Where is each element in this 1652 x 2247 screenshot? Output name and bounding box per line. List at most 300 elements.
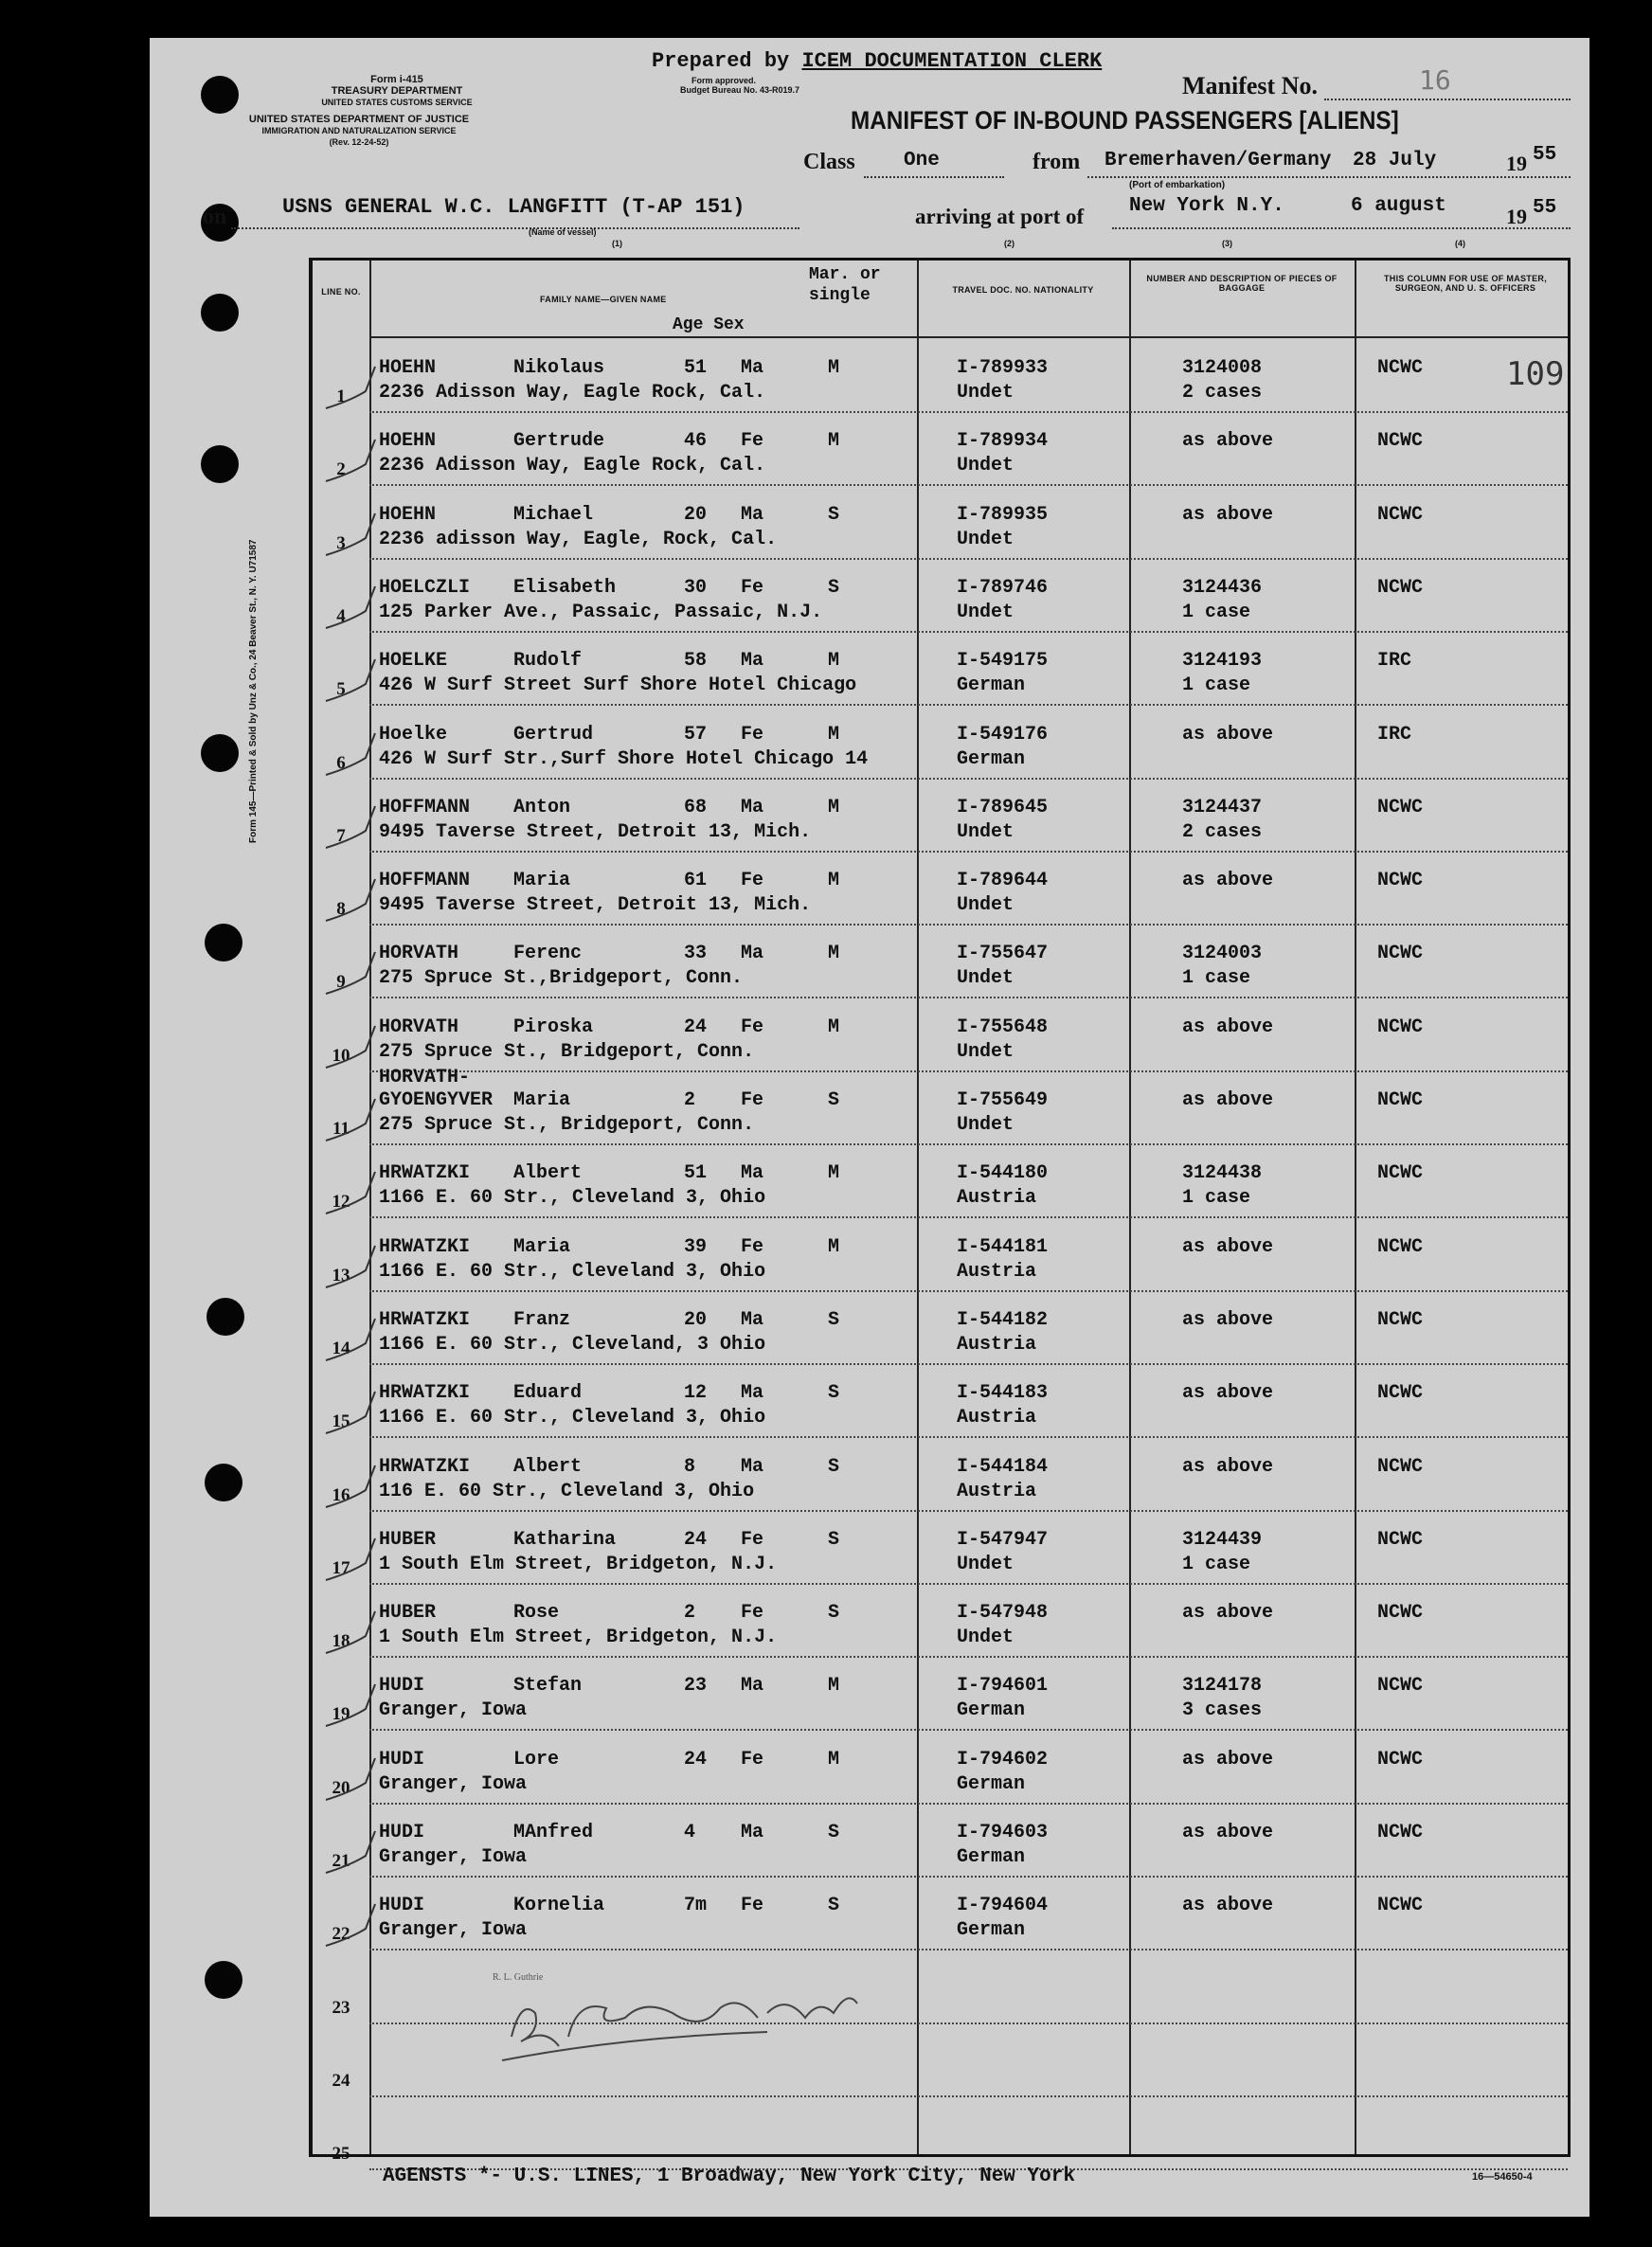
given-name: Albert (513, 1162, 583, 1185)
punch-hole (201, 445, 239, 483)
address: 1166 E. 60 Str., Cleveland 3, Ohio (379, 1407, 766, 1429)
nationality: Undet (957, 1114, 1015, 1136)
line-number: 1 (336, 386, 346, 406)
nationality: Undet (957, 1627, 1015, 1649)
given-name: Gertrude (513, 430, 605, 453)
family-name: HUBER (379, 1602, 437, 1625)
baggage-number: as above (1182, 723, 1274, 746)
marital-status: M (828, 943, 840, 965)
officer-use: IRC (1377, 723, 1412, 746)
check-mark (322, 1896, 398, 1953)
family-name: HOFFMANN (379, 870, 471, 892)
age: 2 (684, 1602, 696, 1625)
officer-use: NCWC (1377, 503, 1424, 526)
family-name: GYOENGYVER (379, 1089, 494, 1111)
class-label: Class (803, 150, 855, 174)
family-name: HRWATZKI (379, 1382, 471, 1405)
arrival-port: New York N.Y. (1129, 195, 1284, 217)
family-name: HRWATZKI (379, 1235, 471, 1258)
travel-doc-no: I-794603 (957, 1822, 1049, 1843)
baggage-number: as above (1182, 1895, 1274, 1917)
baggage-number: 3124193 (1182, 650, 1263, 673)
given-name: Stefan (513, 1675, 583, 1698)
nationality: Undet (957, 1553, 1015, 1575)
justice-dept: UNITED STATES DEPARTMENT OF JUSTICE (248, 114, 470, 125)
given-name: Rose (513, 1602, 560, 1625)
table-row (313, 780, 1568, 853)
port-note: (Port of embarkation) (1129, 180, 1226, 190)
given-name: Rudolf (513, 650, 583, 673)
line-number: 16 (332, 1484, 350, 1505)
age: 30 (684, 576, 708, 599)
baggage-number: as above (1182, 1382, 1274, 1405)
preparer-line (652, 49, 1102, 73)
col-header-travel: TRAVEL DOC. NO. NATIONALITY (952, 285, 1094, 295)
given-name: Albert (513, 1455, 583, 1478)
address: Granger, Iowa (379, 1772, 528, 1795)
table-row (313, 2097, 1568, 2170)
travel-doc-no: I-789933 (957, 357, 1049, 379)
address: 9495 Taverse Street, Detroit 13, Mich. (379, 820, 812, 843)
travel-doc-no: I-789746 (957, 576, 1049, 599)
family-name: HUDI (379, 1895, 425, 1917)
line-number: 7 (336, 825, 346, 846)
sex: Ma (741, 1675, 764, 1698)
approval-block (680, 76, 799, 95)
line-number: 21 (332, 1851, 350, 1871)
given-name: Elisabeth (513, 576, 617, 599)
given-name: Nikolaus (513, 357, 605, 379)
given-name: Anton (513, 796, 571, 818)
table-row (313, 340, 1568, 413)
officer-use: NCWC (1377, 1089, 1424, 1111)
line-number: 5 (336, 679, 346, 700)
depart-date: 28 July (1353, 150, 1437, 171)
given-name: Maria (513, 1089, 571, 1111)
line-number: 2 (336, 459, 346, 480)
col-num-4: (4) (1455, 239, 1465, 248)
age: 51 (684, 1162, 708, 1185)
given-name: Eduard (513, 1382, 583, 1405)
table-row (313, 1658, 1568, 1731)
nationality: German (957, 1699, 1026, 1722)
nationality: Austria (957, 1407, 1037, 1429)
sex: Fe (741, 1235, 764, 1258)
age: 12 (684, 1382, 708, 1405)
baggage-description: 2 cases (1182, 382, 1263, 404)
age: 33 (684, 943, 708, 965)
address: 1 South Elm Street, Bridgeton, N.J. (379, 1553, 778, 1575)
col-header-line: LINE NO. (321, 287, 361, 297)
check-mark (322, 506, 398, 563)
table-row (313, 999, 1568, 1072)
punch-hole (205, 1961, 242, 1999)
line-number: 24 (332, 2070, 350, 2091)
col-header-baggage: NUMBER AND DESCRIPTION OF PIECES OF BAGGAGE (1146, 274, 1338, 293)
printer-side-text: Form 145—Printed & Sold by Unz & Co., 24 Beaver St., N. Y. U71587 (248, 539, 259, 843)
baggage-description: 1 case (1182, 601, 1251, 623)
line-number: 20 (332, 1777, 350, 1798)
check-mark (322, 1604, 398, 1661)
sex: Fe (741, 576, 764, 599)
sex: Ma (741, 650, 764, 673)
check-mark (322, 799, 398, 855)
given-name: Kornelia (513, 1895, 605, 1917)
punch-hole (201, 294, 239, 332)
officer-use: NCWC (1377, 576, 1424, 599)
family-name: HUDI (379, 1675, 425, 1698)
travel-doc-no: I-544181 (957, 1235, 1049, 1258)
age: 61 (684, 870, 708, 892)
officer-use: NCWC (1377, 1822, 1424, 1843)
marital-status: S (828, 503, 840, 526)
nationality: Undet (957, 1040, 1015, 1063)
arrival-year-prefix: 19 (1506, 205, 1527, 228)
sex: Fe (741, 1895, 764, 1917)
marital-status: M (828, 796, 840, 818)
address: Granger, Iowa (379, 1846, 528, 1868)
travel-doc-no: I-789644 (957, 870, 1049, 892)
age: 51 (684, 357, 708, 379)
travel-doc-no: I-549176 (957, 723, 1049, 746)
sex: Fe (741, 430, 764, 453)
address: 116 E. 60 Str., Cleveland 3, Ohio (379, 1480, 755, 1502)
given-name: MAnfred (513, 1822, 594, 1843)
check-mark (322, 1677, 398, 1734)
address: 125 Parker Ave., Passaic, Passaic, N.J. (379, 601, 823, 623)
table-row (313, 1145, 1568, 1218)
preparer-value: ICEM DOCUMENTATION CLERK (801, 49, 1103, 73)
col-header-officers: THIS COLUMN FOR USE OF MASTER, SURGEON, AND U. S. OFFICERS (1384, 274, 1547, 293)
baggage-number: 3124008 (1182, 357, 1263, 379)
line-number: 18 (332, 1631, 350, 1652)
officer-use: NCWC (1377, 430, 1424, 453)
table-row (313, 413, 1568, 486)
line-number: 14 (332, 1338, 350, 1358)
footer-code: 16—54650-4 (1472, 2171, 1533, 2183)
line-number: 6 (336, 752, 346, 773)
sex: Fe (741, 1748, 764, 1771)
nationality: Austria (957, 1480, 1037, 1502)
punch-hole (201, 734, 239, 772)
baggage-number: as above (1182, 1308, 1274, 1331)
officer-use: NCWC (1377, 1528, 1424, 1551)
customs-service: UNITED STATES CUSTOMS SERVICE (321, 98, 473, 107)
officer-use: NCWC (1377, 1748, 1424, 1771)
family-name: HOEHN (379, 357, 437, 379)
age: 57 (684, 723, 708, 746)
travel-doc-no: I-549175 (957, 650, 1049, 673)
nationality: Austria (957, 1260, 1037, 1283)
family-name: Hoelke (379, 723, 448, 746)
family-name: HRWATZKI (379, 1308, 471, 1331)
punch-hole (205, 924, 242, 962)
travel-doc-no: I-789645 (957, 796, 1049, 818)
officer-use: NCWC (1377, 943, 1424, 965)
line-number: 17 (332, 1557, 350, 1578)
address: 275 Spruce St.,Bridgeport, Conn. (379, 967, 744, 990)
form-header (203, 74, 515, 148)
form-approved: Form approved. (691, 76, 757, 85)
ins-service: IMMIGRATION AND NATURALIZATION SERVICE (261, 126, 457, 135)
given-name: Michael (513, 503, 594, 526)
officer-use: NCWC (1377, 1382, 1424, 1405)
baggage-number: 3124003 (1182, 943, 1263, 965)
form-number: Form i-415 (370, 74, 423, 85)
nationality: Undet (957, 455, 1015, 477)
table-row (313, 1439, 1568, 1512)
address: 2236 Adisson Way, Eagle Rock, Cal. (379, 455, 766, 477)
officer-use: NCWC (1377, 1235, 1424, 1258)
manifest-title: MANIFEST OF IN-BOUND PASSENGERS [ALIENS] (851, 106, 1399, 135)
address: 1 South Elm Street, Bridgeton, N.J. (379, 1627, 778, 1649)
on-label: on (203, 205, 227, 229)
age: 7m (684, 1895, 708, 1917)
family-name: HUBER (379, 1528, 437, 1551)
check-mark (322, 872, 398, 928)
check-mark (322, 579, 398, 636)
sex: Ma (741, 1308, 764, 1331)
nationality: Undet (957, 528, 1015, 550)
officer-use: NCWC (1377, 1308, 1424, 1331)
sex: Fe (741, 1089, 764, 1111)
line-number: 12 (332, 1192, 350, 1213)
marital-status: M (828, 650, 840, 673)
nationality: Undet (957, 967, 1015, 990)
class-line (803, 144, 1571, 182)
sex: Fe (741, 723, 764, 746)
marital-status: M (828, 1016, 840, 1038)
age: 39 (684, 1235, 708, 1258)
depart-year-prefix: 19 (1506, 152, 1527, 175)
marital-status: M (828, 1162, 840, 1185)
address: Granger, Iowa (379, 1699, 528, 1722)
family-name: HRWATZKI (379, 1455, 471, 1478)
sex: Fe (741, 1602, 764, 1625)
line-number: 10 (332, 1045, 350, 1066)
table-row (313, 1219, 1568, 1292)
nationality: Austria (957, 1187, 1037, 1210)
travel-doc-no: I-547947 (957, 1528, 1049, 1551)
nationality: Undet (957, 382, 1015, 404)
officer-use: NCWC (1377, 357, 1424, 379)
officer-use: NCWC (1377, 1016, 1424, 1038)
arrival-date: 6 august (1351, 195, 1446, 217)
address: 9495 Taverse Street, Detroit 13, Mich. (379, 894, 812, 917)
line-number: 11 (332, 1119, 350, 1139)
check-mark (322, 944, 398, 1001)
baggage-number: 3124437 (1182, 796, 1263, 818)
officer-use: NCWC (1377, 870, 1424, 892)
family-name: HUDI (379, 1822, 425, 1843)
officer-use: NCWC (1377, 1162, 1424, 1185)
travel-doc-no: I-544183 (957, 1382, 1049, 1405)
marital-status: M (828, 357, 840, 379)
treasury-dept: TREASURY DEPARTMENT (331, 85, 463, 97)
manifest-no-label: Manifest No. (1182, 72, 1318, 99)
line-number: 23 (332, 1997, 350, 2018)
marital-status: S (828, 1089, 840, 1111)
nationality: Undet (957, 894, 1015, 917)
baggage-number: as above (1182, 1089, 1274, 1111)
marital-status: S (828, 1895, 840, 1917)
address: 1166 E. 60 Str., Cleveland 3, Ohio (379, 1260, 766, 1283)
line-number: 9 (336, 972, 346, 993)
table-row (313, 1512, 1568, 1585)
line-number: 19 (332, 1704, 350, 1725)
address: 1166 E. 60 Str., Cleveland, 3 Ohio (379, 1333, 766, 1356)
age: 2 (684, 1089, 696, 1111)
marital-status: S (828, 1822, 840, 1843)
age: 24 (684, 1016, 708, 1038)
given-name: Katharina (513, 1528, 617, 1551)
address: Granger, Iowa (379, 1919, 528, 1942)
marital-status: S (828, 576, 840, 599)
check-mark (322, 1091, 398, 1148)
family-name: HORVATH (379, 943, 459, 965)
nationality: German (957, 1846, 1026, 1868)
travel-doc-no: I-794601 (957, 1675, 1049, 1698)
punch-hole (206, 1298, 244, 1336)
baggage-description: 1 case (1182, 1187, 1251, 1210)
baggage-number: as above (1182, 430, 1274, 453)
family-name: HOEHN (379, 430, 437, 453)
table-row (313, 1067, 1568, 1145)
vessel-note: (Name of vessel) (529, 227, 597, 237)
given-name: Maria (513, 870, 571, 892)
address: 426 W Surf Street Surf Shore Hotel Chicago (379, 674, 857, 697)
baggage-description: 1 case (1182, 967, 1251, 990)
marital-status: S (828, 1455, 840, 1478)
budget-bureau: Budget Bureau No. 43-R019.7 (680, 85, 800, 95)
line-number: 8 (336, 899, 346, 920)
check-mark (322, 359, 398, 416)
nationality: German (957, 1919, 1026, 1942)
table-row (313, 1805, 1568, 1878)
nationality: German (957, 747, 1026, 770)
given-name: Lore (513, 1748, 560, 1771)
baggage-number: as above (1182, 1235, 1274, 1258)
table-row (313, 1878, 1568, 1950)
marital-status: M (828, 430, 840, 453)
nationality: Undet (957, 601, 1015, 623)
signature-name: R. L. Guthrie (493, 1972, 544, 1983)
table-row (313, 1365, 1568, 1438)
baggage-number: as above (1182, 1602, 1274, 1625)
check-mark (322, 1311, 398, 1368)
family-name: HOFFMANN (379, 796, 471, 818)
baggage-description: 3 cases (1182, 1699, 1263, 1722)
baggage-number: 3124438 (1182, 1162, 1263, 1185)
check-mark (322, 1238, 398, 1295)
baggage-number: as above (1182, 1016, 1274, 1038)
officer-use: NCWC (1377, 1602, 1424, 1625)
baggage-number: 3124439 (1182, 1528, 1263, 1551)
age: 8 (684, 1455, 696, 1478)
passenger-table (309, 258, 1571, 2165)
col-header-age-sex: Age Sex (673, 315, 745, 334)
sex: Fe (741, 870, 764, 892)
family-name: HRWATZKI (379, 1162, 471, 1185)
baggage-description: 1 case (1182, 674, 1251, 697)
line-number: 25 (332, 2144, 350, 2165)
officer-use: NCWC (1377, 1895, 1424, 1917)
table-row (313, 487, 1568, 560)
manifest-page (150, 38, 1589, 2217)
travel-doc-no: I-544182 (957, 1308, 1049, 1331)
sex: Ma (741, 1822, 764, 1843)
travel-doc-no: I-755647 (957, 943, 1049, 965)
check-mark (322, 1751, 398, 1807)
baggage-number: as above (1182, 1822, 1274, 1843)
line-number: 22 (332, 1924, 350, 1945)
baggage-number: as above (1182, 503, 1274, 526)
age: 46 (684, 430, 708, 453)
address: 275 Spruce St., Bridgeport, Conn. (379, 1040, 755, 1063)
from-label: from (1032, 150, 1081, 174)
vessel-line (203, 195, 1571, 233)
baggage-number: as above (1182, 1455, 1274, 1478)
nationality: Austria (957, 1333, 1037, 1356)
sex: Ma (741, 1382, 764, 1405)
table-row (313, 926, 1568, 998)
arriving-label: arriving at port of (915, 205, 1085, 228)
check-mark (322, 726, 398, 782)
baggage-description: 1 case (1182, 1553, 1251, 1575)
marital-status: M (828, 1235, 840, 1258)
name-prefix: HORVATH- (379, 1067, 471, 1088)
check-mark (322, 1824, 398, 1880)
travel-doc-no: I-789934 (957, 430, 1049, 453)
sex: Ma (741, 357, 764, 379)
family-name: HOELCZLI (379, 576, 471, 599)
officer-use: NCWC (1377, 1455, 1424, 1478)
marital-status: S (828, 1308, 840, 1331)
table-row (313, 1732, 1568, 1805)
travel-doc-no: I-544180 (957, 1162, 1049, 1185)
punch-hole (205, 1464, 242, 1501)
check-mark (322, 1384, 398, 1441)
baggage-number: as above (1182, 1748, 1274, 1771)
marital-status: M (828, 1748, 840, 1771)
line-number: 4 (336, 605, 346, 626)
manifest-number-line (1182, 64, 1571, 104)
age: 20 (684, 503, 708, 526)
marital-status: S (828, 1528, 840, 1551)
age: 23 (684, 1675, 708, 1698)
marital-status: M (828, 1675, 840, 1698)
manifest-no-value: 16 (1419, 64, 1451, 96)
travel-doc-no: I-544184 (957, 1455, 1049, 1478)
table-row (313, 633, 1568, 706)
nationality: German (957, 674, 1026, 697)
officer-use: NCWC (1377, 796, 1424, 818)
agents-footer: AGENSTS *- U.S. LINES, 1 Broadway, New York City, New York (383, 2166, 1075, 2187)
family-name: HOEHN (379, 503, 437, 526)
class-value: One (904, 150, 940, 171)
check-mark (322, 1531, 398, 1588)
age: 24 (684, 1748, 708, 1771)
baggage-number: 3124178 (1182, 1675, 1263, 1698)
page-annotation: 109 (1506, 355, 1565, 393)
marital-status: S (828, 1382, 840, 1405)
travel-doc-no: I-789935 (957, 503, 1049, 526)
check-mark (322, 652, 398, 709)
embarkation-port: Bremerhaven/Germany (1104, 150, 1332, 171)
family-name: HOELKE (379, 650, 448, 673)
col-header-name: FAMILY NAME—GIVEN NAME (540, 295, 667, 304)
signature (483, 1961, 881, 2075)
